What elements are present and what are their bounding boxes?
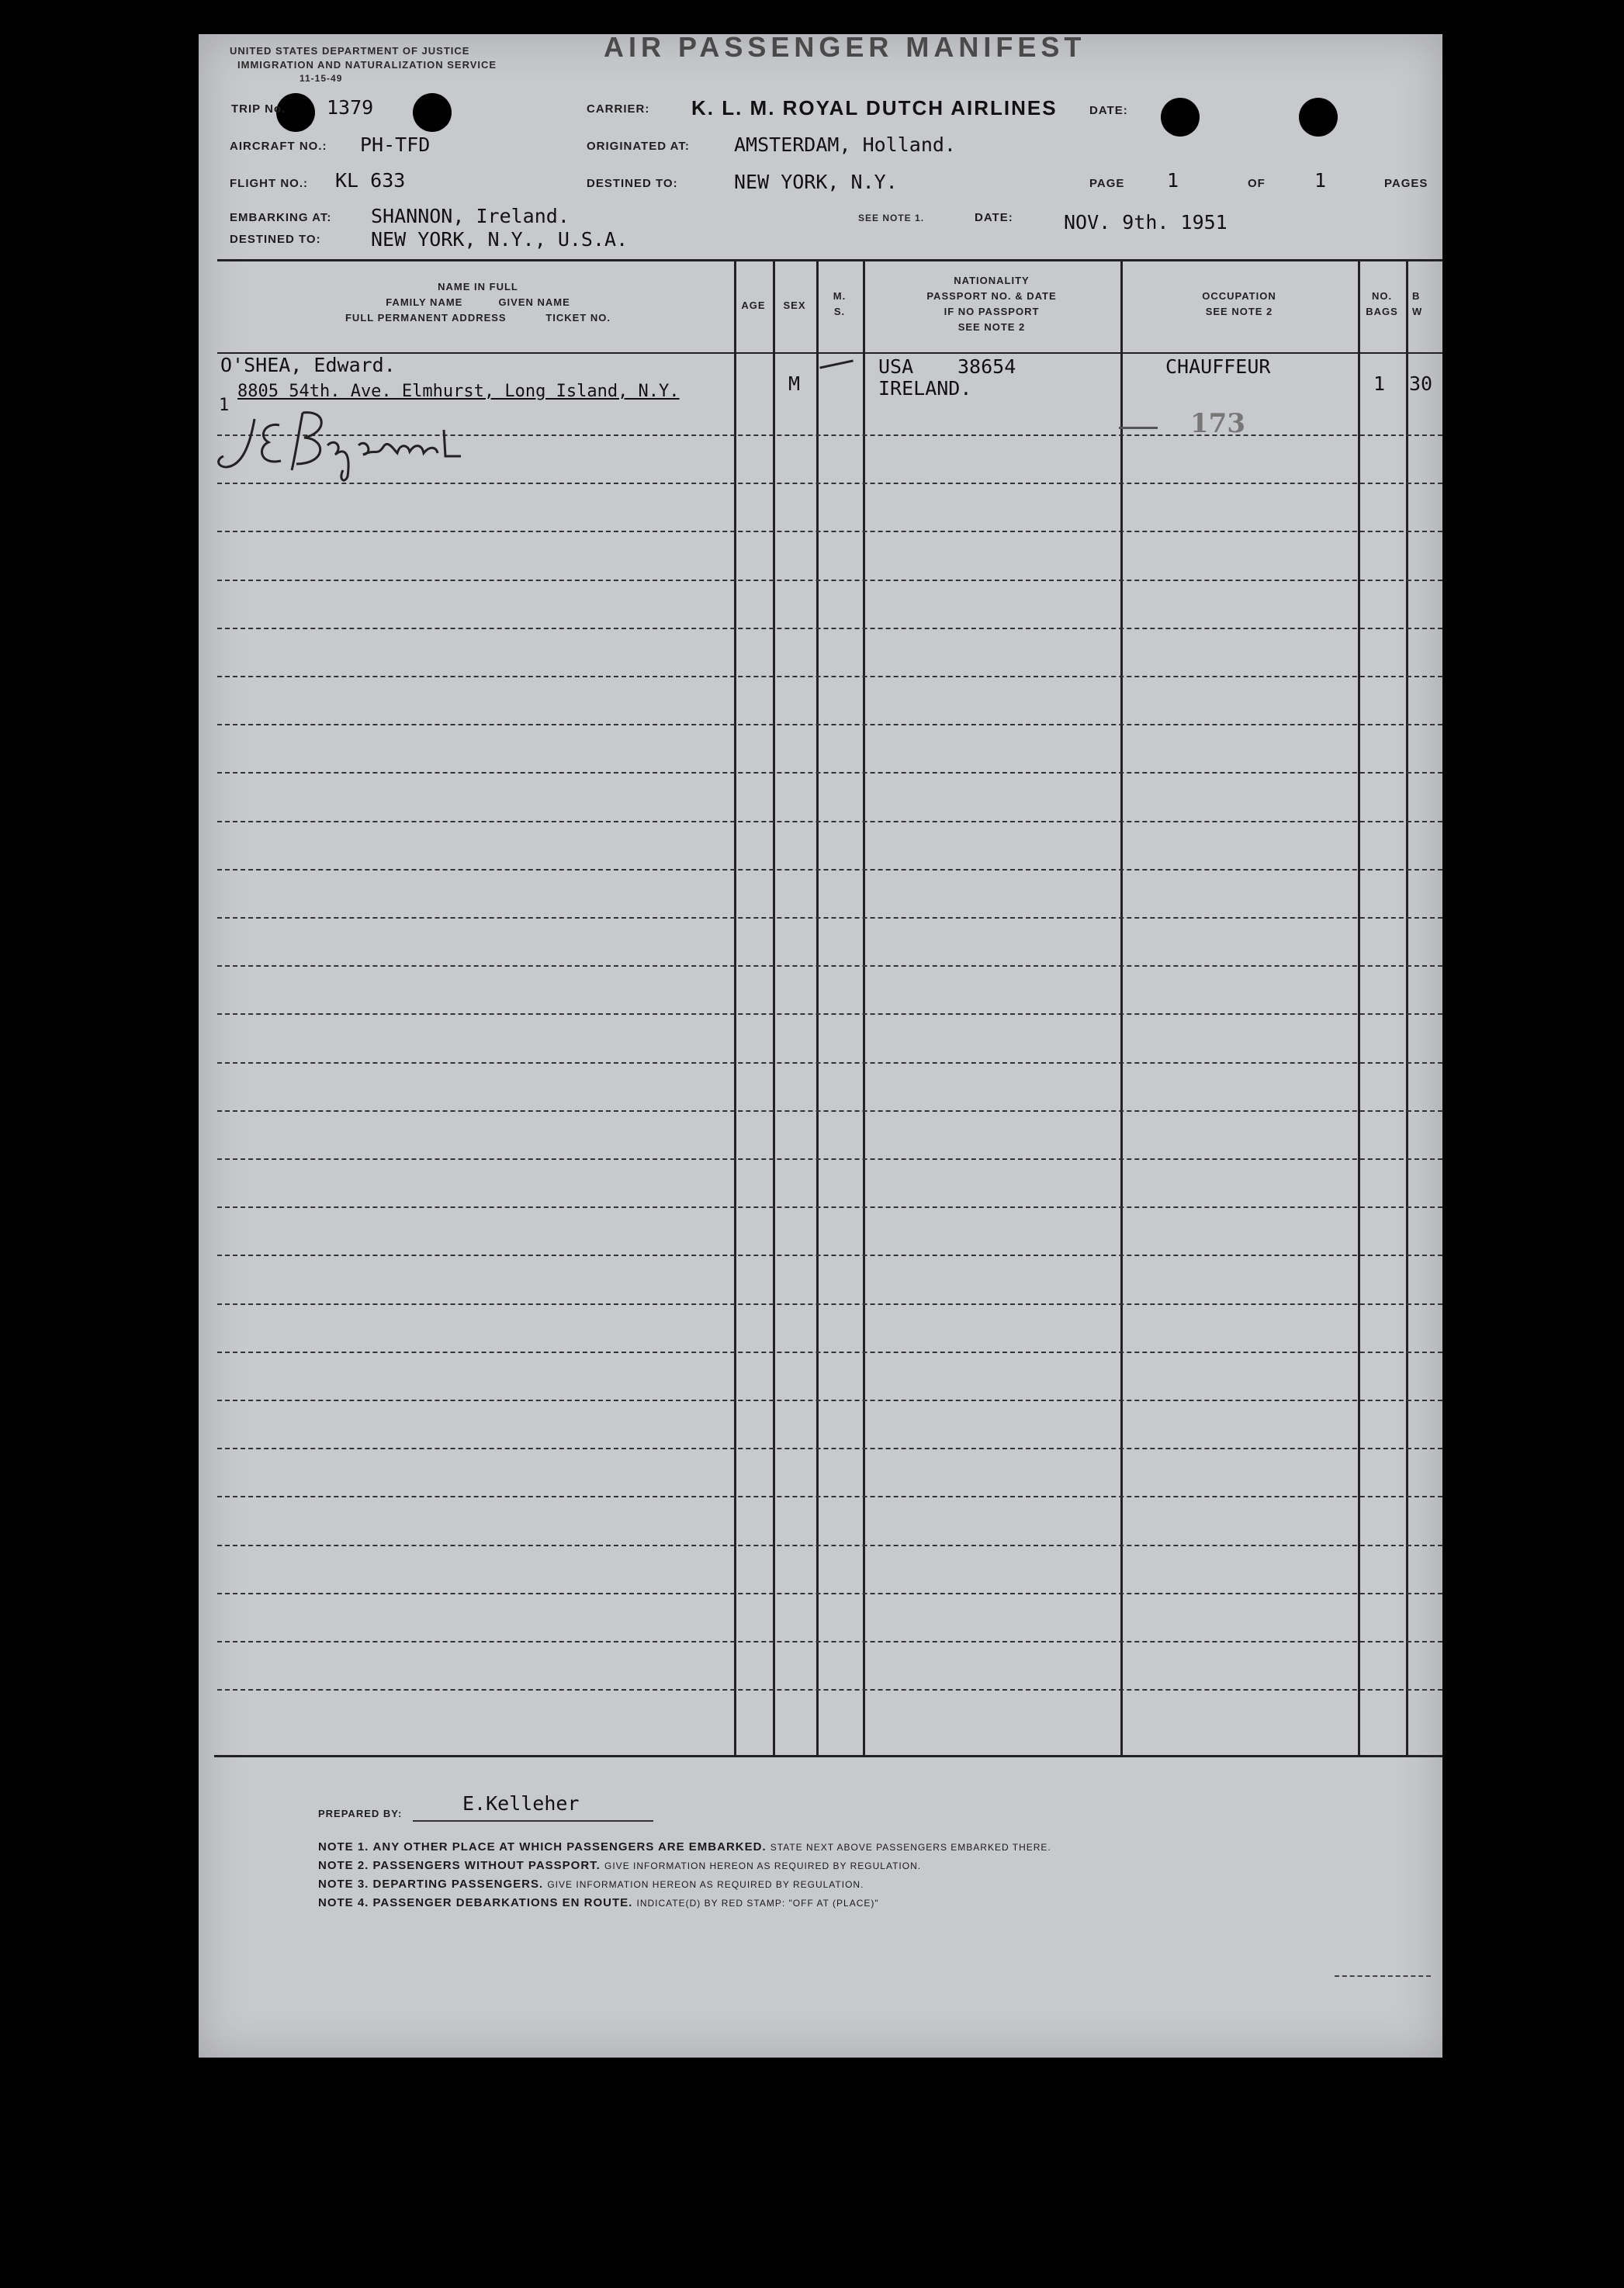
row-rule xyxy=(217,869,1442,871)
column-header-ms: M. S. xyxy=(833,290,847,317)
note-2-label: NOTE 2. xyxy=(318,1859,369,1872)
column-header-sex: SEX xyxy=(783,299,806,311)
manifest-sheet xyxy=(199,34,1442,2058)
punch-hole xyxy=(1161,98,1200,137)
column-header-occupation: OCCUPATION SEE NOTE 2 xyxy=(1202,290,1276,317)
note-4-tail: INDICATE(D) BY RED STAMP: "OFF AT (PLACE)" xyxy=(636,1898,879,1909)
column-header-nationality: NATIONALITY PASSPORT NO. & DATE IF NO PASSPORT SEE NOTE 2 xyxy=(926,275,1057,333)
note-4-text: PASSENGER DEBARKATIONS EN ROUTE. xyxy=(372,1896,633,1909)
carrier-value: K. L. M. ROYAL DUTCH AIRLINES xyxy=(691,96,1058,119)
row-rule xyxy=(217,1352,1442,1353)
date2-value: NOV. 9th. 1951 xyxy=(1064,211,1228,234)
handwritten-signature xyxy=(211,399,490,484)
page-label: PAGE xyxy=(1089,177,1125,190)
table-bottom-rule xyxy=(214,1755,1442,1757)
note-3-tail: GIVE INFORMATION HEREON AS REQUIRED BY REGULATION. xyxy=(547,1879,864,1890)
destined2-value: NEW YORK, N.Y., U.S.A. xyxy=(371,228,628,251)
row-rule xyxy=(217,724,1442,725)
note-3-label: NOTE 3. xyxy=(318,1878,369,1891)
stamp-dash xyxy=(1119,427,1158,429)
trip-label: TRIP No. xyxy=(231,102,286,116)
row-rule xyxy=(217,1448,1442,1449)
row-rule xyxy=(217,965,1442,967)
destined-label: DESTINED TO: xyxy=(587,177,678,190)
table-header-rule xyxy=(217,352,1442,354)
flight-value: KL 633 xyxy=(335,169,406,192)
note-4-label: NOTE 4. xyxy=(318,1896,369,1909)
row-rule xyxy=(217,676,1442,677)
destined2-label: DESTINED TO: xyxy=(230,233,321,246)
prepared-value: E.Kelleher xyxy=(462,1792,580,1815)
row-rule xyxy=(217,1641,1442,1642)
row-rule xyxy=(217,1110,1442,1112)
note-2-tail: GIVE INFORMATION HEREON AS REQUIRED BY REGULATION. xyxy=(604,1861,922,1871)
footer-rule xyxy=(1335,1975,1431,1977)
stamp-number: 173 xyxy=(1190,408,1245,439)
check-mark xyxy=(819,359,854,369)
agency-name: UNITED STATES DEPARTMENT OF JUSTICE xyxy=(230,45,470,57)
row-rule xyxy=(217,1496,1442,1497)
of-label: OF xyxy=(1248,177,1266,190)
date-label: DATE: xyxy=(1089,104,1128,117)
pages-label: PAGES xyxy=(1384,177,1428,190)
passenger-nationality: USA xyxy=(878,355,914,378)
embarking-label: EMBARKING AT: xyxy=(230,211,332,224)
passenger-weight: 30 xyxy=(1409,372,1433,395)
row-rule xyxy=(217,1545,1442,1546)
punch-hole xyxy=(413,93,452,132)
form-date: 11-15-49 xyxy=(300,73,343,84)
row-rule xyxy=(217,1255,1442,1256)
column-header-weight: B W xyxy=(1412,290,1423,317)
note-1-text: ANY OTHER PLACE AT WHICH PASSENGERS ARE EMBARKED. xyxy=(372,1840,767,1854)
note-1 xyxy=(318,1840,1051,1854)
note-3-text: DEPARTING PASSENGERS. xyxy=(372,1878,544,1891)
row-rule xyxy=(217,1689,1442,1691)
row-rule xyxy=(217,1303,1442,1305)
note-2-text: PASSENGERS WITHOUT PASSPORT. xyxy=(372,1859,601,1872)
row-rule xyxy=(217,531,1442,532)
agency-service: IMMIGRATION AND NATURALIZATION SERVICE xyxy=(237,59,497,71)
note-3 xyxy=(318,1878,864,1891)
of-value: 1 xyxy=(1314,169,1327,192)
row-rule xyxy=(217,1158,1442,1160)
row-rule xyxy=(217,821,1442,822)
row-rule xyxy=(217,772,1442,774)
row-rule xyxy=(217,1013,1442,1015)
row-rule xyxy=(217,628,1442,629)
prepared-label: PREPARED BY: xyxy=(318,1808,403,1819)
see-note-1: SEE NOTE 1. xyxy=(858,213,925,223)
passenger-occupation: CHAUFFEUR xyxy=(1165,355,1271,378)
originated-label: ORIGINATED AT: xyxy=(587,140,690,153)
page-value: 1 xyxy=(1167,169,1179,192)
column-header-bags: NO. BAGS xyxy=(1366,290,1398,317)
note-4 xyxy=(318,1896,879,1909)
embarking-value: SHANNON, Ireland. xyxy=(371,205,570,227)
row-rule xyxy=(217,1062,1442,1064)
passenger-passport-no: 38654 xyxy=(957,355,1016,378)
prepared-underline xyxy=(413,1820,653,1822)
column-header-name: NAME IN FULL FAMILY NAME GIVEN NAME FULL PERMANENT ADDRESS TICKET NO. xyxy=(345,281,611,324)
trip-value: 1379 xyxy=(327,96,374,119)
flight-label: FLIGHT NO.: xyxy=(230,177,308,190)
aircraft-label: AIRCRAFT NO.: xyxy=(230,140,327,153)
punch-hole xyxy=(1299,98,1338,137)
row-rule xyxy=(217,917,1442,919)
note-1-label: NOTE 1. xyxy=(318,1840,369,1854)
row-rule xyxy=(217,1400,1442,1401)
note-2 xyxy=(318,1859,921,1872)
page-title: AIR PASSENGER MANIFEST xyxy=(604,34,1086,63)
row-rule xyxy=(217,1593,1442,1594)
passenger-passport-place: IRELAND. xyxy=(878,377,972,400)
destined-value: NEW YORK, N.Y. xyxy=(734,171,898,193)
table-top-rule xyxy=(217,259,1442,261)
passenger-bags: 1 xyxy=(1373,372,1386,395)
passenger-address: 8805 54th. Ave. Elmhurst, Long Island, N.Y. xyxy=(237,382,680,401)
date2-label: DATE: xyxy=(975,211,1013,224)
aircraft-value: PH-TFD xyxy=(360,133,431,156)
originated-value: AMSTERDAM, Holland. xyxy=(734,133,956,156)
row-number: 1 xyxy=(219,396,230,415)
column-header-age: AGE xyxy=(741,299,766,311)
passenger-sex: M xyxy=(788,372,801,395)
note-1-tail: STATE NEXT ABOVE PASSENGERS EMBARKED THERE. xyxy=(770,1842,1051,1853)
passenger-name: O'SHEA, Edward. xyxy=(220,354,396,376)
row-rule xyxy=(217,580,1442,581)
row-rule xyxy=(217,1206,1442,1208)
carrier-label: CARRIER: xyxy=(587,102,650,116)
